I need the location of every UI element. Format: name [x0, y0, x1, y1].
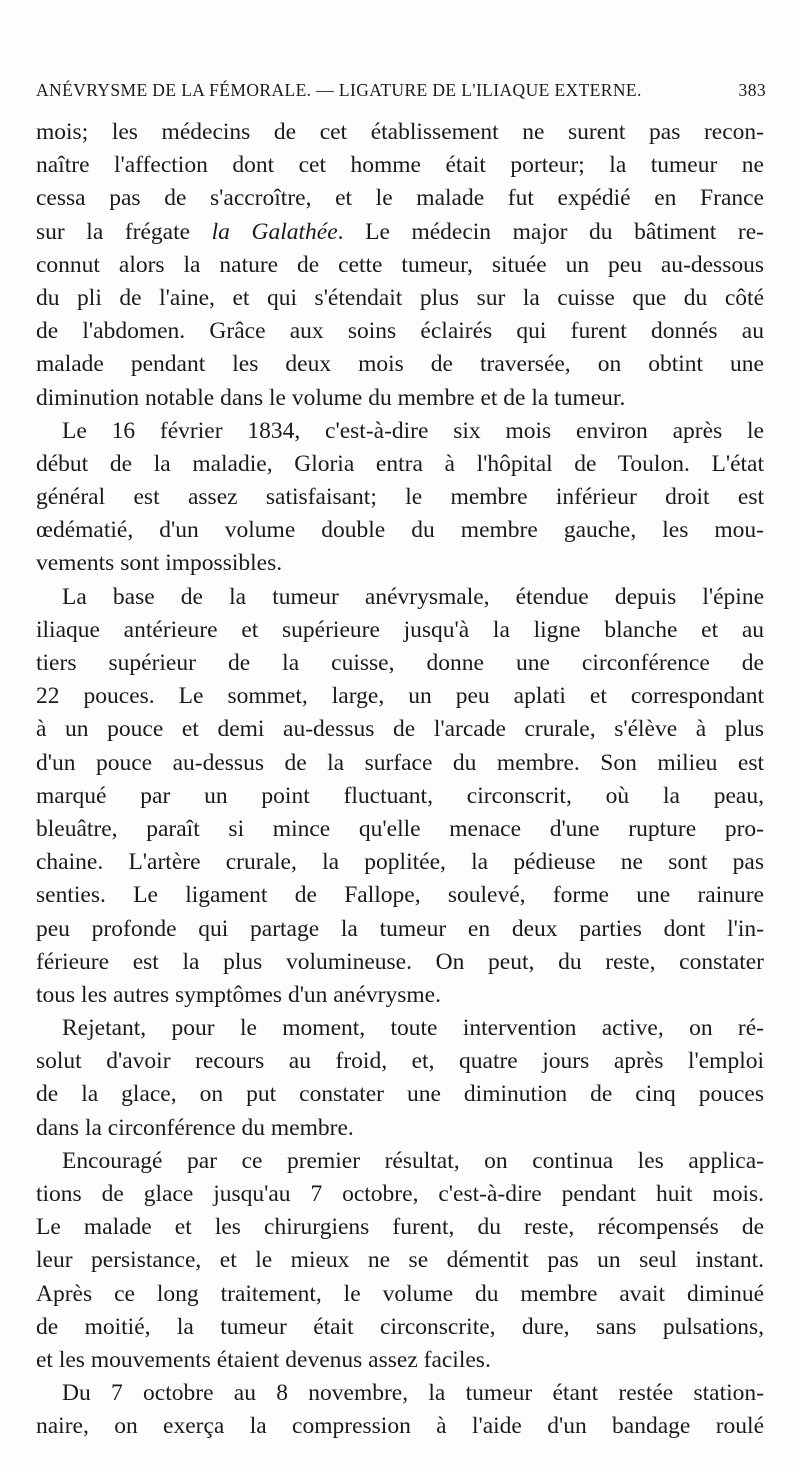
text-line: Le 16 février 1834, c'est-à-dire six mois environ après le	[62, 417, 764, 444]
text-line: du pli de l'aine, et qui s'étendait plus sur la cuisse que du côté	[36, 284, 764, 311]
text-line: 22 pouces. Le sommet, large, un peu aplati et correspondant	[36, 683, 764, 710]
paragraph	[36, 1377, 764, 1443]
text-line: bleuâtre, paraît si mince qu'elle menace d'une rupture pro-	[36, 815, 764, 842]
text-line: œdématié, d'un volume double du membre gauche, les mou-	[36, 517, 764, 544]
text-line: sur la frégate la Galathée. Le médecin major du bâtiment re-	[36, 218, 764, 245]
paragraph	[36, 581, 764, 1012]
body-text	[36, 116, 764, 1444]
text-line: début de la maladie, Gloria entra à l'hôpital de Toulon. L'état	[36, 450, 764, 477]
text-line: naire, on exerça la compression à l'aide d'un bandage roulé	[36, 1413, 764, 1440]
text-line: diminution notable dans le volume du membre et de la tumeur.	[36, 384, 626, 411]
text-line: Encouragé par ce premier résultat, on continua les applica-	[62, 1147, 764, 1174]
page-number: 383	[738, 80, 766, 100]
text-line: Après ce long traitement, le volume du membre avait diminué	[36, 1280, 764, 1307]
text-line: tiers supérieur de la cuisse, donne une circonférence de	[36, 650, 764, 676]
text-line: Le malade et les chirurgiens furent, du reste, récompensés de	[36, 1214, 764, 1241]
text-line: connut alors la nature de cette tumeur, située un peu au-dessous	[36, 251, 764, 278]
text-line: solut d'avoir recours au froid, et, quatre jours après l'emploi	[36, 1048, 764, 1075]
text-line: La base de la tumeur anévrysmale, étendue depuis l'épine	[62, 583, 764, 610]
text-line: général est assez satisfaisant; le membre inférieur droit est	[36, 484, 764, 511]
paragraph	[36, 116, 764, 415]
text-line: Du 7 octobre au 8 novembre, la tumeur étant restée station-	[62, 1380, 764, 1407]
text-line: férieure est la plus volumineuse. On peut, du reste, constater	[36, 948, 764, 975]
text-line: dans la circonférence du membre.	[36, 1114, 354, 1141]
running-header	[36, 80, 766, 101]
text-line: Rejetant, pour le moment, toute intervention active, on ré-	[62, 1015, 764, 1042]
paragraph	[36, 1145, 764, 1377]
text-line: malade pendant les deux mois de traversée, on obtint une	[36, 351, 764, 378]
text-line: d'un pouce au-dessus de la surface du membre. Son milieu est	[36, 749, 764, 776]
paragraph	[36, 1012, 764, 1145]
text-line: de l'abdomen. Grâce aux soins éclairés qui furent donnés au	[36, 318, 764, 345]
text-line: tous les autres symptômes d'un anévrysme.	[36, 981, 441, 1008]
text-line: et les mouvements étaient devenus assez faciles.	[36, 1346, 491, 1373]
text-line: chaine. L'artère crurale, la poplitée, la pédieuse ne sont pas	[36, 849, 764, 876]
text-line: naître l'affection dont cet homme était porteur; la tumeur ne	[36, 152, 764, 179]
text-line: cessa pas de s'accroître, et le malade fut expédié en France	[36, 185, 764, 212]
text-line: mois; les médecins de cet établissement ne surent pas recon-	[36, 119, 764, 145]
running-title: ANÉVRYSME DE LA FÉMORALE. — LIGATURE DE L'ILIAQUE EXTERNE.	[36, 80, 642, 100]
ship-name: la Galathée	[211, 218, 338, 245]
text-line: marqué par un point fluctuant, circonscrit, où la peau,	[36, 782, 764, 809]
text-line: vements sont impossibles.	[36, 550, 283, 577]
text-line: leur persistance, et le mieux ne se démentit pas un seul instant.	[36, 1247, 764, 1274]
text-line: tions de glace jusqu'au 7 octobre, c'est-à-dire pendant huit mois.	[36, 1181, 764, 1207]
text-line: de moitié, la tumeur était circonscrite, dure, sans pulsations,	[36, 1313, 764, 1340]
text-line: senties. Le ligament de Fallope, soulevé, forme une rainure	[36, 882, 764, 909]
text-line: à un pouce et demi au-dessus de l'arcade crurale, s'élève à plus	[36, 716, 764, 743]
paragraph	[36, 415, 764, 581]
text-line: de la glace, on put constater une diminution de cinq pouces	[36, 1081, 764, 1108]
text-line: peu profonde qui partage la tumeur en deux parties dont l'in-	[36, 915, 764, 942]
text-line: iliaque antérieure et supérieure jusqu'à la ligne blanche et au	[36, 616, 764, 643]
